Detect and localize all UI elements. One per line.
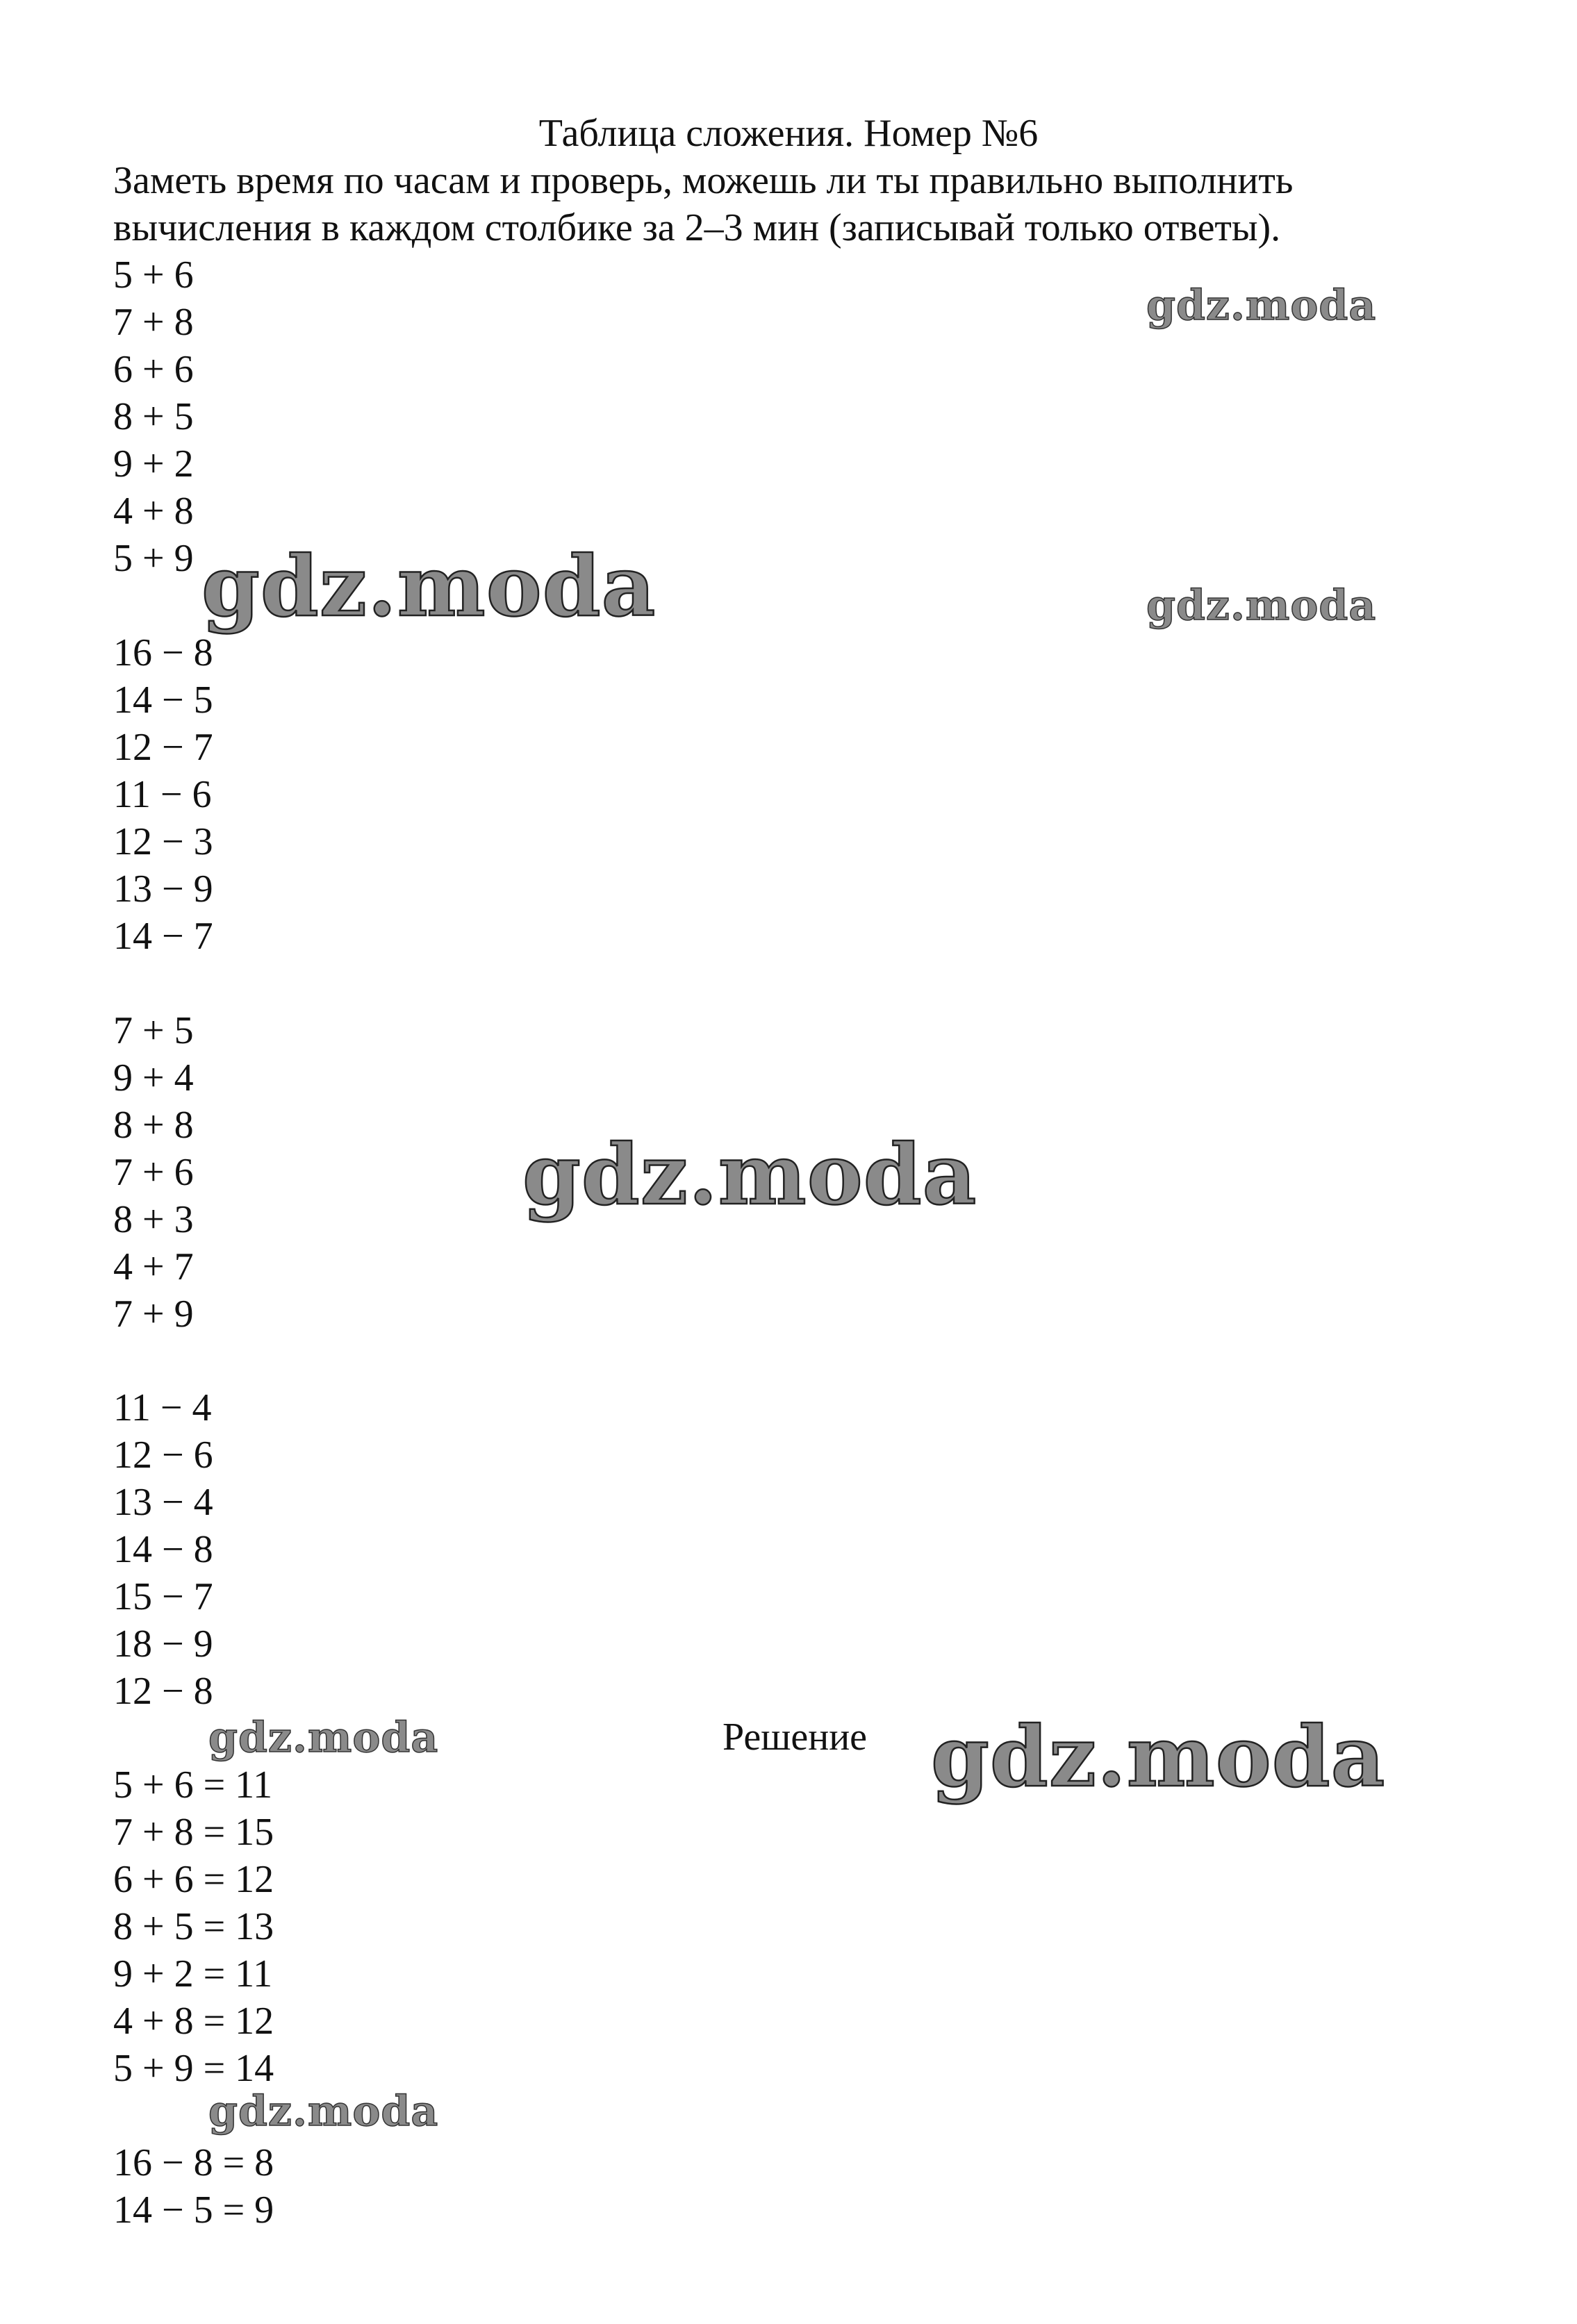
solution-item: 5 + 6 = 11 (113, 1763, 273, 1807)
exercise-item: 7 + 6 (113, 1151, 194, 1194)
watermark-logo: gdz.moda (208, 1713, 439, 1762)
exercise-column-4 (113, 1384, 213, 1715)
exercise-item: 13 − 9 (113, 868, 213, 911)
exercise-item: 16 − 8 (113, 631, 213, 674)
exercise-item: 6 + 6 (113, 348, 194, 391)
exercise-item: 15 − 7 (113, 1575, 213, 1618)
solution-column-2 (113, 2139, 274, 2234)
exercise-item: 7 + 9 (113, 1293, 194, 1336)
solution-item: 16 − 8 = 8 (113, 2141, 274, 2184)
watermark-logo: gdz.moda (208, 2087, 439, 2136)
exercise-item: 5 + 9 (113, 537, 194, 580)
exercise-item: 4 + 7 (113, 1245, 194, 1288)
task-instructions (113, 157, 1503, 251)
exercise-item: 12 − 7 (113, 726, 213, 769)
exercise-item: 12 − 3 (113, 820, 213, 863)
exercise-item: 12 − 6 (113, 1434, 213, 1477)
exercise-item: 14 − 5 (113, 679, 213, 722)
watermark-logo: gdz.moda (1146, 281, 1377, 330)
solution-item: 8 + 5 = 13 (113, 1905, 274, 1948)
exercise-item: 8 + 5 (113, 395, 194, 438)
exercise-column-2 (113, 629, 213, 960)
watermark-logo: gdz.moda (931, 1708, 1386, 1806)
exercise-item: 8 + 3 (113, 1198, 194, 1241)
exercise-item: 7 + 5 (113, 1009, 194, 1052)
exercise-item: 11 − 6 (113, 773, 212, 816)
solution-item: 5 + 9 = 14 (113, 2047, 274, 2090)
exercise-item: 14 − 8 (113, 1528, 213, 1571)
exercise-item: 18 − 9 (113, 1622, 213, 1666)
exercise-item: 12 − 8 (113, 1670, 213, 1713)
exercise-item: 9 + 2 (113, 442, 194, 485)
exercise-item: 9 + 4 (113, 1056, 194, 1099)
solution-item: 4 + 8 = 12 (113, 2000, 274, 2043)
exercise-item: 8 + 8 (113, 1104, 194, 1147)
watermark-logo: gdz.moda (201, 538, 657, 636)
exercise-item: 5 + 6 (113, 254, 194, 297)
exercise-item: 11 − 4 (113, 1386, 212, 1429)
exercise-column-3 (113, 1007, 194, 1338)
solution-item: 9 + 2 = 11 (113, 1952, 273, 1995)
solution-column-1 (113, 1761, 274, 2092)
exercise-column-1 (113, 251, 194, 582)
solution-item: 14 − 5 = 9 (113, 2189, 274, 2232)
page-title: Таблица сложения. Номер №6 (538, 112, 1039, 155)
exercise-item: 7 + 8 (113, 301, 194, 344)
task-line-2: вычисления в каждом столбике за 2–3 мин (записывай только ответы). (113, 206, 1281, 249)
exercise-item: 13 − 4 (113, 1481, 213, 1524)
exercise-item: 4 + 8 (113, 490, 194, 533)
watermark-logo: gdz.moda (522, 1126, 977, 1224)
exercise-item: 14 − 7 (113, 915, 213, 958)
task-line-1: Заметь время по часам и проверь, можешь ли ты правильно выполнить (113, 159, 1294, 202)
watermark-logo: gdz.moda (1146, 581, 1377, 630)
solution-item: 7 + 8 = 15 (113, 1811, 274, 1854)
solution-item: 6 + 6 = 12 (113, 1858, 274, 1901)
solution-heading: Решение (723, 1716, 868, 1759)
